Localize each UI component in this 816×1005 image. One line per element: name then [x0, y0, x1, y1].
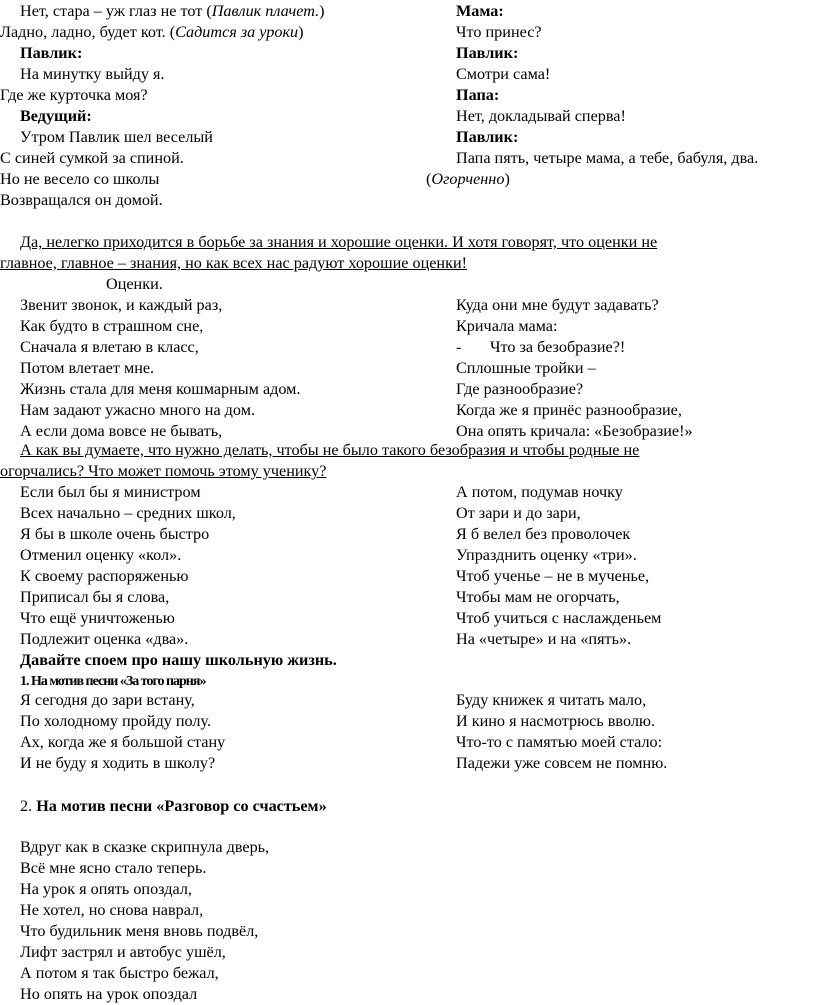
song-line: Что-то с памятью моей стало:: [456, 733, 663, 751]
poem-line: Жизнь стала для меня кошмарным адом.: [20, 380, 301, 398]
song-line: По холодному пройду полу.: [20, 712, 211, 730]
poem-line: Она опять кричала: «Безобразие!»: [456, 422, 693, 440]
poem-line: Звенит звонок, и каждый раз,: [20, 296, 223, 314]
speaker-label: Павлик:: [456, 128, 519, 146]
song-left-column: [20, 690, 450, 774]
poem-line: Как будто в страшном сне,: [20, 317, 204, 335]
scene-right-column: [426, 1, 816, 190]
stage-line: Ладно, ладно, будет кот. (Садится за уроки): [0, 23, 304, 41]
poem-line: Потом влетает мне.: [20, 359, 155, 377]
song-line: И не буду я ходить в школу?: [20, 754, 216, 772]
poem-line: Сначала я влетаю в класс,: [20, 338, 199, 356]
stage-line: Нет, стара – уж глаз не тот (Павлик плачет.): [20, 2, 325, 20]
poem-line: На «четыре» и на «пять».: [456, 630, 632, 648]
song-title: 2. На мотив песни «Разговор со счастьем»: [20, 797, 327, 815]
song-line: Вдруг как в сказке скрипнула дверь,: [20, 838, 270, 856]
song-line: Ах, когда же я большой стану: [20, 733, 226, 751]
paragraph-line: огорчались? Что может помочь этому ученику?: [0, 462, 327, 480]
song-heading: Давайте споем про нашу школьную жизнь.: [20, 651, 337, 669]
song-line: Не хотел, но снова наврал,: [20, 901, 204, 919]
song-line: Лифт застрял и автобус ушёл,: [20, 943, 226, 961]
list-dash: -: [456, 338, 462, 356]
dialogue-line: Но не весело со школы: [0, 170, 160, 188]
poem-line: Что ещё уничтоженью: [20, 609, 175, 627]
poem-line: Чтоб учиться с наслажденьем: [456, 609, 662, 627]
song-line: Что будильник меня вновь подвёл,: [20, 922, 259, 940]
poem-line: Где разнообразие?: [456, 380, 584, 398]
poem-line: Приписал бы я слова,: [20, 588, 170, 606]
song-line: На урок я опять опоздал,: [20, 880, 192, 898]
speaker-label: Павлик:: [456, 44, 519, 62]
paragraph-line: А как вы думаете, что нужно делать, чтобы не было такого безобразия и чтобы родные не: [20, 441, 640, 459]
poem-line: Чтоб ученье – не в мученье,: [456, 567, 650, 585]
poem-line: Всех начально – средних школ,: [20, 504, 236, 522]
song-line: Всё мне ясно стало теперь.: [20, 859, 207, 877]
poem-left-column: [20, 482, 450, 650]
dialogue-line: Возвращался он домой.: [0, 191, 163, 209]
dialogue-line: Где же курточка моя?: [0, 86, 148, 104]
dialogue-line: Смотри сама!: [456, 65, 551, 83]
intro-paragraph: [0, 232, 816, 274]
speaker-label: Ведущий:: [20, 107, 92, 125]
poem-line: Нам задают ужасно много на дом.: [20, 401, 255, 419]
speaker-label: Павлик:: [20, 44, 83, 62]
dialogue-line: Нет, докладывай сперва!: [456, 107, 626, 125]
stage-direction: Павлик плачет.: [211, 2, 320, 20]
song-line: Падежи уже совсем не помню.: [456, 754, 668, 772]
dialogue-line: Папа пять, четыре мама, а тебе, бабуля, два.: [456, 149, 759, 167]
poem-line: А если дома вовсе не бывать,: [20, 422, 223, 440]
song-number: 2.: [20, 797, 33, 815]
poem-line: Сплошные тройки –: [456, 359, 596, 377]
dialogue-line: С синей сумкой за спиной.: [0, 149, 184, 167]
poem-line: К своему распоряженью: [20, 567, 189, 585]
song-title: 1. На мотив песни «За того парня»: [20, 674, 206, 689]
paragraph-line: главное, главное – знания, но как всех нас радуют хорошие оценки!: [0, 254, 468, 272]
poem-right-column: [456, 295, 816, 442]
poem-right-column: [456, 482, 816, 650]
song-line: Я сегодня до зари встану,: [20, 691, 195, 709]
poem-line: - Что за безобразие?!: [456, 338, 626, 356]
poem-line: Подлежит оценка «два».: [20, 630, 189, 648]
song-line: А потом я так быстро бежал,: [20, 964, 219, 982]
poem-line: Когда же я принёс разнообразие,: [456, 401, 682, 419]
poem-line: Я бы в школе очень быстро: [20, 525, 210, 543]
scene-left-column: [0, 1, 440, 211]
speaker-label: Папа:: [456, 86, 500, 104]
stage-direction: Огорченно: [431, 170, 505, 188]
poem-title: Оценки.: [106, 275, 163, 293]
question-paragraph: [0, 440, 816, 482]
poem-line: Если был бы я министром: [20, 483, 201, 501]
stage-line: (Огорченно): [426, 170, 510, 188]
poem-line: От зари и до зари,: [456, 504, 581, 522]
song-line: Буду книжек я читать мало,: [456, 691, 647, 709]
paragraph-line: Да, нелегко приходится в борьбе за знания и хорошие оценки. И хотя говорят, что оценки не: [20, 233, 658, 251]
dialogue-line: Что принес?: [456, 23, 542, 41]
song-verse: [20, 837, 720, 1005]
poem-line: Упразднить оценку «три».: [456, 546, 637, 564]
poem-line: Кричала мама:: [456, 317, 558, 335]
song-line: Но опять на урок опоздал: [20, 985, 198, 1003]
dialogue-line: На минутку выйду я.: [20, 65, 165, 83]
song-line: И кино я насмотрюсь вволю.: [456, 712, 656, 730]
poem-line: А потом, подумав ночку: [456, 483, 623, 501]
poem-left-column: [20, 295, 450, 442]
song-right-column: [456, 690, 816, 774]
poem-line: Отменил оценку «кол».: [20, 546, 182, 564]
speaker-label: Мама:: [456, 2, 504, 20]
poem-line: Чтобы мам не огорчать,: [456, 588, 620, 606]
stage-direction: Садится за уроки: [175, 23, 299, 41]
poem-line: Я б велел без проволочек: [456, 525, 631, 543]
dialogue-line: Утром Павлик шел веселый: [20, 128, 213, 146]
poem-line: Куда они мне будут задавать?: [456, 296, 659, 314]
